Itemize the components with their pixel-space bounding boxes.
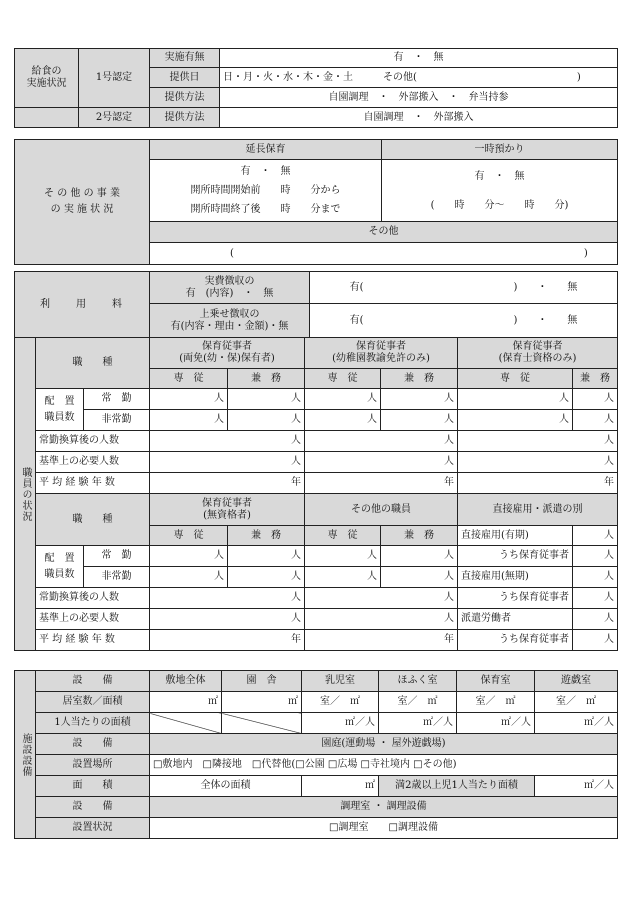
cell-unit: 人	[573, 546, 618, 567]
hdr-building: 園 舎	[222, 671, 302, 692]
cert2-label: 2号認定	[79, 108, 150, 128]
part-5: 兼 務	[381, 526, 458, 546]
meal-title: 給食の 実施状況	[15, 49, 79, 108]
hdr-nursery-room: 保育室	[457, 671, 535, 692]
cell-unit: 年	[150, 630, 305, 651]
extra-charge-label: 上乗せ徴収の 有(内容・理由・金額)・無	[150, 304, 310, 338]
area-per-child-label: 満2歳以上児1人当たり面積	[379, 776, 535, 797]
extra-charge-value: 有( ) ・ 無	[310, 304, 618, 338]
unit-room: 室／	[475, 696, 496, 707]
facility-section-label: 施設設備	[15, 671, 36, 839]
cell-unit: 人	[305, 546, 381, 567]
equip-label-3: 設 備	[36, 797, 150, 818]
cell-unit: 人	[305, 452, 458, 473]
regular-label-1: 常 勤	[84, 389, 150, 410]
cell-unit: 人	[381, 389, 458, 410]
location-label: 設置場所	[36, 755, 150, 776]
crawl-rooms	[379, 692, 457, 713]
of-which-2: うち保育従事者	[458, 588, 573, 609]
method2-label: 提供方法	[150, 108, 220, 128]
part-3: 兼 務	[573, 369, 618, 389]
direct-open-label: 直接雇用(無期)	[458, 567, 573, 588]
other-title: そ の 他 の 事 業 の 実 施 状 況	[15, 140, 150, 265]
full-2: 専 従	[305, 369, 381, 389]
cell-unit: 人	[305, 609, 458, 630]
fees-title: 利 用 料	[15, 272, 150, 338]
cell-unit: ㎡／人	[302, 713, 379, 734]
status-value: □調理室 □調理設備	[150, 818, 618, 839]
cell-unit: 人	[228, 546, 305, 567]
infant-rooms	[302, 692, 379, 713]
nursery-rooms	[457, 692, 535, 713]
cell-unit: 人	[458, 389, 573, 410]
unit-m2: ㎡	[350, 696, 360, 707]
unit-m2: ㎡	[427, 696, 438, 707]
rooms-label: 居室数／面積	[36, 692, 150, 713]
part-2: 兼 務	[381, 369, 458, 389]
full-5: 専 従	[305, 526, 381, 546]
cell-unit: 人	[150, 452, 305, 473]
cell-unit: 人	[573, 630, 618, 651]
method1-value: 自園調理 ・ 外部搬入 ・ 弁当持参	[220, 88, 618, 108]
col-unlicensed: 保育従事者 (無資格者)	[150, 494, 305, 526]
building-area: ㎡	[222, 692, 302, 713]
temp-time: ( 時 分～ 時 分)	[430, 199, 569, 211]
cell-unit: 年	[458, 473, 618, 494]
cell-unit: 人	[305, 431, 458, 452]
cell-unit: 人	[305, 389, 381, 410]
cell-unit: 人	[573, 526, 618, 546]
hdr-infant-room: 乳児室	[302, 671, 379, 692]
fte-label-1: 常勤換算後の人数	[36, 431, 150, 452]
regular-label-2: 常 勤	[84, 546, 150, 567]
temporary-care-label: 一時預かり	[382, 140, 618, 160]
site-per-person-na	[150, 713, 222, 734]
cell-unit: 人	[150, 410, 228, 431]
yard-label: 園庭(運動場 ・ 屋外遊戯場)	[150, 734, 618, 755]
area-label: 面 積	[36, 776, 150, 797]
method2-value: 自園調理 ・ 外部搬入	[220, 108, 618, 128]
cell-unit: 人	[150, 567, 228, 588]
cell-unit: 人	[228, 410, 305, 431]
cell-unit: 人	[228, 567, 305, 588]
cell-unit: ㎡／人	[457, 713, 535, 734]
cell-unit: 人	[573, 588, 618, 609]
status-label: 設置状況	[36, 818, 150, 839]
of-which-3: うち保育従事者	[458, 630, 573, 651]
required-label-2: 基準上の必要人数	[36, 609, 150, 630]
cell-unit: 人	[381, 546, 458, 567]
other-services-table	[14, 139, 618, 265]
direct-fixed-label: 直接雇用(有期)	[458, 526, 573, 546]
meal-table	[14, 48, 618, 128]
cell-unit: 人	[305, 410, 381, 431]
job-label-2: 職 種	[36, 494, 150, 546]
extended-care-label: 延長保育	[150, 140, 382, 160]
years-label-2: 平 均 経 験 年 数	[36, 630, 150, 651]
unit-room: 室／	[320, 696, 340, 707]
hdr-site: 敷地全体	[150, 671, 222, 692]
cell-unit: ㎡／人	[535, 713, 618, 734]
cell-unit: 人	[150, 431, 305, 452]
cell-unit: 年	[305, 630, 458, 651]
cell-unit: 人	[150, 546, 228, 567]
required-label-1: 基準上の必要人数	[36, 452, 150, 473]
cell-unit: 年	[150, 473, 305, 494]
meal-blank	[15, 108, 79, 128]
ext-avail: 有 ・ 無	[240, 166, 291, 177]
ext-after: 開所時間終了後 時 分まで	[190, 204, 341, 215]
cell-unit: 人	[573, 567, 618, 588]
cell-unit: 人	[573, 389, 618, 410]
unit-room: 室／	[397, 696, 418, 707]
equip-label-1: 設 備	[36, 671, 150, 692]
hdr-play-room: 遊戯室	[535, 671, 618, 692]
cell-unit: 人	[150, 609, 305, 630]
staff-section-label: 職員の状況	[15, 338, 36, 651]
col-other-staff: その他の職員	[305, 494, 458, 526]
full-1: 専 従	[150, 369, 228, 389]
area-total-label: 全体の面積	[150, 776, 302, 797]
full-3: 専 従	[458, 369, 573, 389]
day-label: 提供日	[150, 68, 220, 88]
nonregular-label-1: 非常勤	[84, 410, 150, 431]
cell-unit: 人	[458, 410, 573, 431]
part-1: 兼 務	[228, 369, 305, 389]
cell-unit: 人	[305, 588, 458, 609]
method1-label: 提供方法	[150, 88, 220, 108]
impl-label: 実施有無	[150, 49, 220, 68]
cell-unit: 人	[458, 431, 618, 452]
cert1-label: 1号認定	[79, 49, 150, 108]
misc-label: その他	[150, 222, 618, 243]
col-employment-type: 直接雇用・派遣の別	[458, 494, 618, 526]
cell-unit: 人	[305, 567, 381, 588]
full-4: 専 従	[150, 526, 228, 546]
site-area: ㎡	[150, 692, 222, 713]
impl-value: 有 ・ 無	[220, 49, 618, 68]
misc-value: ( )	[150, 243, 618, 265]
actual-cost-label: 実費徴収の 有 (内容) ・ 無	[150, 272, 310, 304]
actual-cost-value: 有( ) ・ 無	[310, 272, 618, 304]
kitchen-label: 調理室 ・ 調理設備	[150, 797, 618, 818]
job-label-1: 職 種	[36, 338, 150, 389]
staff-table	[14, 337, 618, 651]
hdr-crawl-room: ほふく室	[379, 671, 457, 692]
fees-table	[14, 271, 618, 338]
unit-m2: ㎡	[505, 696, 516, 707]
assign-label-1: 配 置 職員数	[36, 389, 84, 431]
cell-unit: 人	[381, 410, 458, 431]
cell-unit: 人	[458, 452, 618, 473]
years-label-1: 平 均 経 験 年 数	[36, 473, 150, 494]
ext-before: 開所時間開始前 時 分から	[190, 185, 341, 196]
unit-room: 室／	[556, 696, 576, 707]
dispatch-label: 派遣労働者	[458, 609, 573, 630]
extended-care-value	[150, 160, 382, 222]
nonregular-label-2: 非常勤	[84, 567, 150, 588]
cell-unit: 年	[305, 473, 458, 494]
col-nursery-license: 保育従事者 (保育士資格のみ)	[458, 338, 618, 369]
cell-unit: 人	[381, 567, 458, 588]
cell-unit: 人	[573, 609, 618, 630]
facility-table	[14, 670, 618, 839]
col-dual-license: 保育従事者 (両免(幼・保)保有者)	[150, 338, 305, 369]
location-value: □敷地内 □隣接地 □代替他(□公園 □広場 □寺社境内 □その他)	[150, 755, 618, 776]
cell-unit: ㎡／人	[379, 713, 457, 734]
assign-label-2: 配 置 職員数	[36, 546, 84, 588]
temporary-care-value	[382, 160, 618, 222]
fte-label-2: 常勤換算後の人数	[36, 588, 150, 609]
area-total-unit: ㎡	[302, 776, 379, 797]
play-rooms	[535, 692, 618, 713]
building-per-person-na	[222, 713, 302, 734]
per-person-label: 1人当たりの面積	[36, 713, 150, 734]
of-which-1: うち保育従事者	[458, 546, 573, 567]
cell-unit: 人	[150, 588, 305, 609]
temp-avail: 有 ・ 無	[474, 170, 525, 182]
equip-label-2: 設 備	[36, 734, 150, 755]
col-kinder-license: 保育従事者 (幼稚園教諭免許のみ)	[305, 338, 458, 369]
day-value: 日・月・火・水・木・金・土 その他( )	[220, 68, 618, 88]
part-4: 兼 務	[228, 526, 305, 546]
cell-unit: 人	[150, 389, 228, 410]
cell-unit: 人	[573, 410, 618, 431]
cell-unit: 人	[228, 389, 305, 410]
unit-m2: ㎡	[586, 696, 596, 707]
area-per-child-unit: ㎡／人	[535, 776, 618, 797]
